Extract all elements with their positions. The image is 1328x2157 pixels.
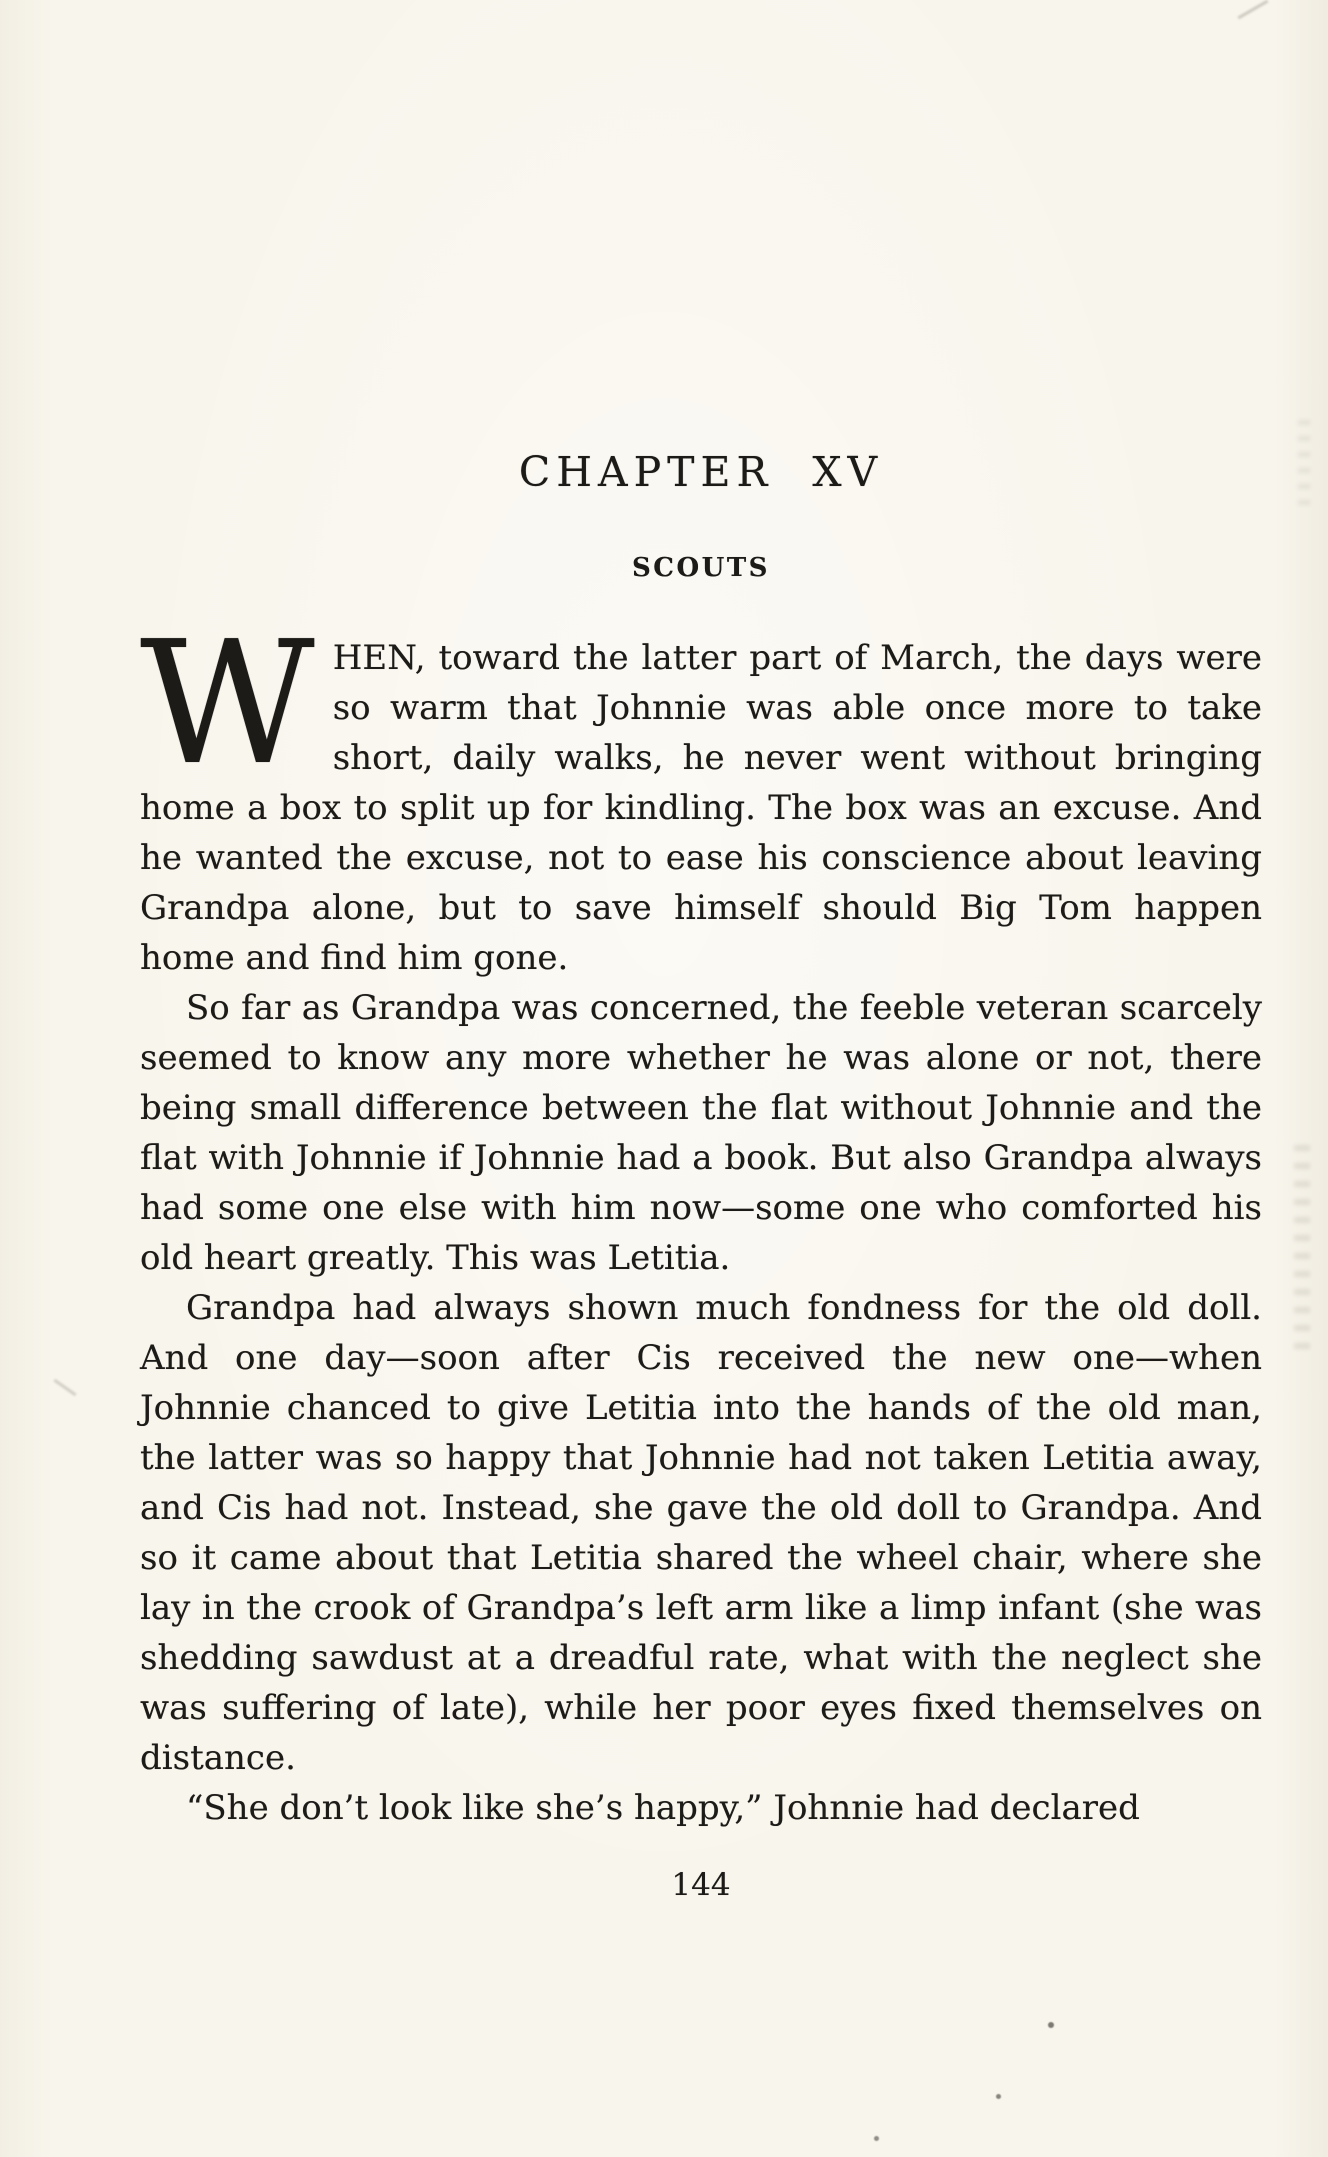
- section-title: SCOUTS: [632, 553, 770, 583]
- page-number: 144: [671, 1867, 731, 1903]
- paragraph-3: Grandpa had always shown much fondness for the old doll. And one day—soon after Cis received the new one—when Johnnie chanced to give Letitia into the hands of the old man, the latter was so happy that Johnnie had not taken Letitia away, and Cis had not. Instead, she gave the old doll to Grandpa. And so it came about that Letitia shared the wheel chair, where she lay in the crook of Grandpa’s left arm like a limp infant (she was shedding sawdust at a dreadful rate, what with the neglect she was suffering of late), while her poor eyes fixed themselves on distance.: [140, 1288, 1262, 1778]
- paragraph-4: “She don’t look like she’s happy,” Johnnie had declared: [186, 1788, 1140, 1828]
- scan-speck: [874, 2136, 879, 2141]
- drop-cap: W: [140, 605, 315, 803]
- paragraph-2: So far as Grandpa was concerned, the feeble veteran scarcely seemed to know any more whether he was alone or not, there being small difference between the flat without Johnnie and the flat with Johnnie if Johnnie had a book. But also Grandpa always had some one else with him now—some one who comforted his old heart greatly. This was Letitia.: [140, 988, 1262, 1278]
- chapter-title: CHAPTER XV: [518, 448, 884, 496]
- paragraph-1-text: HEN, toward the latter part of March, the days were so warm that Johnnie was able once more to take short, daily walks, he never went without bringing home a box to split up for kindling. The box was an excuse. And he wanted the excuse, not to ease his conscience about leaving Grandpa alone, but to save himself should Big Tom happen home and find him gone.: [140, 638, 1262, 978]
- scan-speck: [1048, 2022, 1054, 2028]
- paragraph-1: [140, 605, 1262, 983]
- body-text: [140, 605, 1262, 1833]
- scan-speck: [996, 2094, 1001, 2099]
